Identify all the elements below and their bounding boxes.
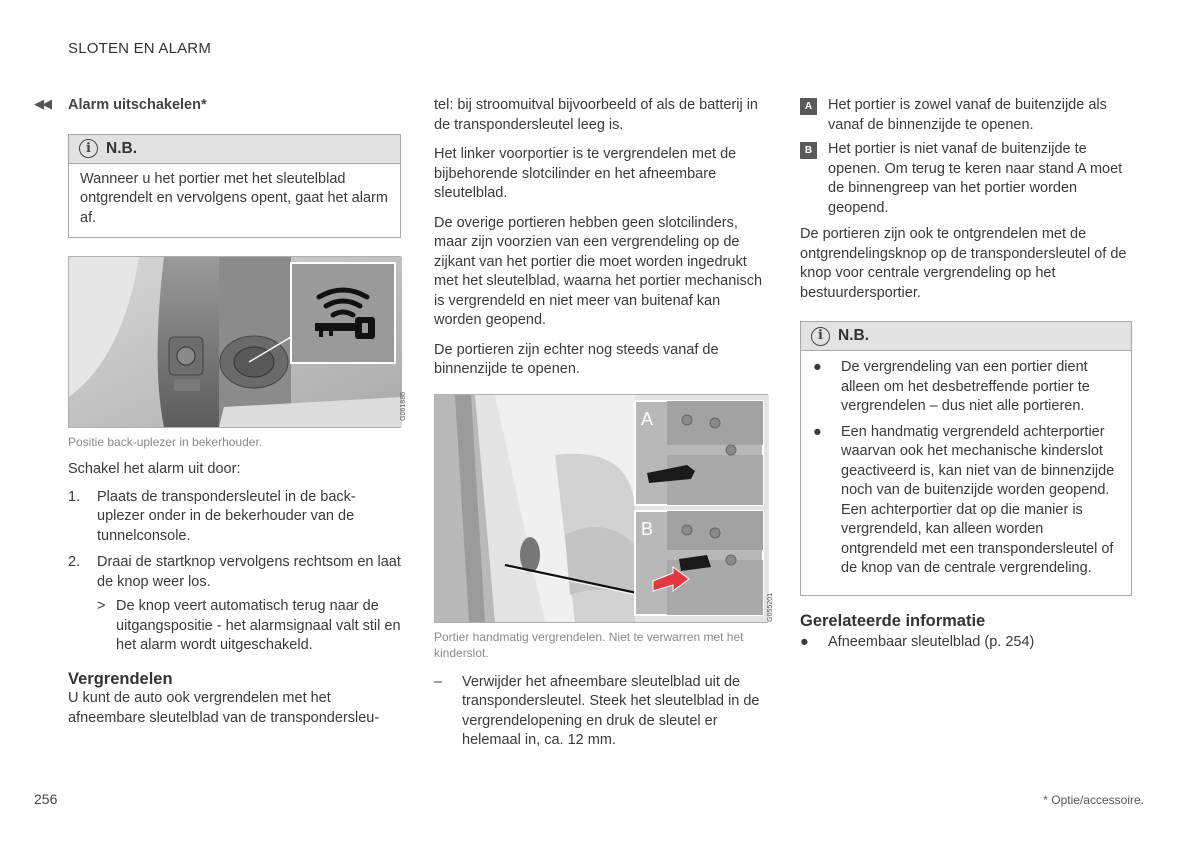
console-illustration xyxy=(69,257,402,427)
figure-code: G061886 xyxy=(400,392,407,421)
list-item xyxy=(800,140,1132,218)
list-item xyxy=(68,553,401,592)
item-text: Het portier is zowel vanaf de buitenzijde als vanaf de binnenzijde te openen. xyxy=(828,97,1107,133)
heading-alarm-uitschakelen: Alarm uitschakelen* xyxy=(68,97,207,113)
figure-caption: Portier handmatig vergrendelen. Niet te verwarren met het kinderslot. xyxy=(434,629,744,660)
column-3 xyxy=(800,96,1132,653)
lock-text: U kunt de auto ook vergrendelen met het afneembare sleutelblad van de transpondersleu- xyxy=(68,690,380,726)
steps-list xyxy=(68,488,401,656)
footnote: * Optie/accessoire. xyxy=(1043,793,1144,807)
paragraph: De portieren zijn echter nog steeds vanaf de binnenzijde te openen. xyxy=(434,341,719,377)
heading-related-info: Gerelateerde informatie xyxy=(800,611,986,630)
column-2 xyxy=(434,96,774,751)
note-box xyxy=(68,134,401,239)
dash-text: Verwijder het afneembare sleutelblad uit de transpondersleutel. Steek het sleutelblad in de vergrendelopening en druk de sleutel er helemaal in, ca. 12 mm. xyxy=(462,673,760,748)
bullet-icon: ● xyxy=(800,634,809,650)
figure-label-b: B xyxy=(641,518,654,539)
list-item xyxy=(813,423,1121,579)
step-number: 1. xyxy=(68,488,81,505)
figure-label-a: A xyxy=(641,408,654,429)
step-number: 2. xyxy=(68,554,81,570)
note-bullets xyxy=(801,351,1131,595)
page-number: 256 xyxy=(34,791,58,807)
heading-vergrendelen: Vergrendelen xyxy=(68,669,173,688)
related-link[interactable] xyxy=(800,633,1132,653)
info-icon: i xyxy=(811,327,830,346)
info-icon: i xyxy=(79,139,98,158)
figure-code: G055201 xyxy=(767,592,774,622)
related-link-text[interactable]: Afneembaar sleutelblad (p. 254) xyxy=(828,634,1035,650)
list-item xyxy=(813,358,1121,417)
column-1 xyxy=(68,96,407,728)
intro-text: Schakel het alarm uit door: xyxy=(68,461,241,477)
figure-door-lock xyxy=(434,394,774,623)
letter-badge: B xyxy=(800,142,817,159)
letter-badge: A xyxy=(800,98,817,115)
list-item xyxy=(800,96,1132,135)
figure-backup-reader xyxy=(68,256,407,428)
note-label: N.B. xyxy=(106,139,137,157)
double-left-arrow-icon[interactable]: ◀◀ xyxy=(34,96,50,111)
list-item xyxy=(434,673,768,751)
paragraph: De overige portieren hebben geen slotcilinders, maar zijn voorzien van een vergrendeling op de zijkant van het portier die moet worden ingedrukt met het sleutelblad, waarna het portier mechanisch is vergrendeld en niet meer van buitenaf kan worden geopend. xyxy=(434,214,763,328)
paragraph: De portieren zijn ook te ontgrendelen met de ontgrendelingsknop op de transpondersleutel of de knop voor centrale vergrendeling op het bestuurdersportier. xyxy=(800,226,1127,301)
sub-list-item xyxy=(97,597,401,656)
bullet-text: Een handmatig vergrendeld achterportier waarvan ook het mechanische kinderslot geactiveerd is, kan niet van de binnenzijde noch van de buitenzijde worden geopend. Een achterportier dat op die manier is vergrendeld, kan alleen worden ontgrendeld met een transpondersleutel of de knop van de centrale vergrendeling. xyxy=(841,423,1115,576)
result-text: De knop veert automatisch terug naar de uitgangspositie - het alarmsignaal valt stil en het alarm wordt uitgeschakeld. xyxy=(116,598,401,653)
note-label: N.B. xyxy=(838,327,869,345)
item-text: Het portier is niet vanaf de buitenzijde te openen. Om terug te keren naar stand A moet de binnengreep van het portier worden geopend. xyxy=(828,141,1123,216)
door-illustration xyxy=(435,395,769,622)
step-text: Plaats de transpondersleutel in de back-uplezer onder in de bekerhouder van de tunnelconsole. xyxy=(97,488,356,544)
paragraph: tel: bij stroomuitval bijvoorbeeld of als de batterij in de transpondersleutel leeg is. xyxy=(434,97,758,133)
list-item xyxy=(68,488,401,547)
step-text: Draai de startknop vervolgens rechtsom en laat de knop weer los. xyxy=(97,554,401,590)
note-header xyxy=(801,322,1131,351)
bullet-text: De vergrendeling van een portier dient alleen om het desbetreffende portier te vergrendelen – dus niet alle portieren. xyxy=(841,359,1090,414)
bullet-icon: ● xyxy=(813,359,822,375)
note-header xyxy=(69,135,400,164)
dash-mark: – xyxy=(434,673,443,690)
note-box xyxy=(800,321,1132,596)
bullet-icon: ● xyxy=(813,423,822,440)
figure-caption: Positie back-uplezer in bekerhouder. xyxy=(68,435,263,449)
result-mark: > xyxy=(97,598,106,614)
paragraph: Het linker voorportier is te vergrendelen met de bijbehorende slotcilinder en het afneembare sleutelblad. xyxy=(434,146,737,201)
note-text: Wanneer u het portier met het sleutelblad ontgrendelt en vervolgens opent, gaat het alarm af. xyxy=(80,170,388,226)
section-title: SLOTEN EN ALARM xyxy=(68,40,212,57)
